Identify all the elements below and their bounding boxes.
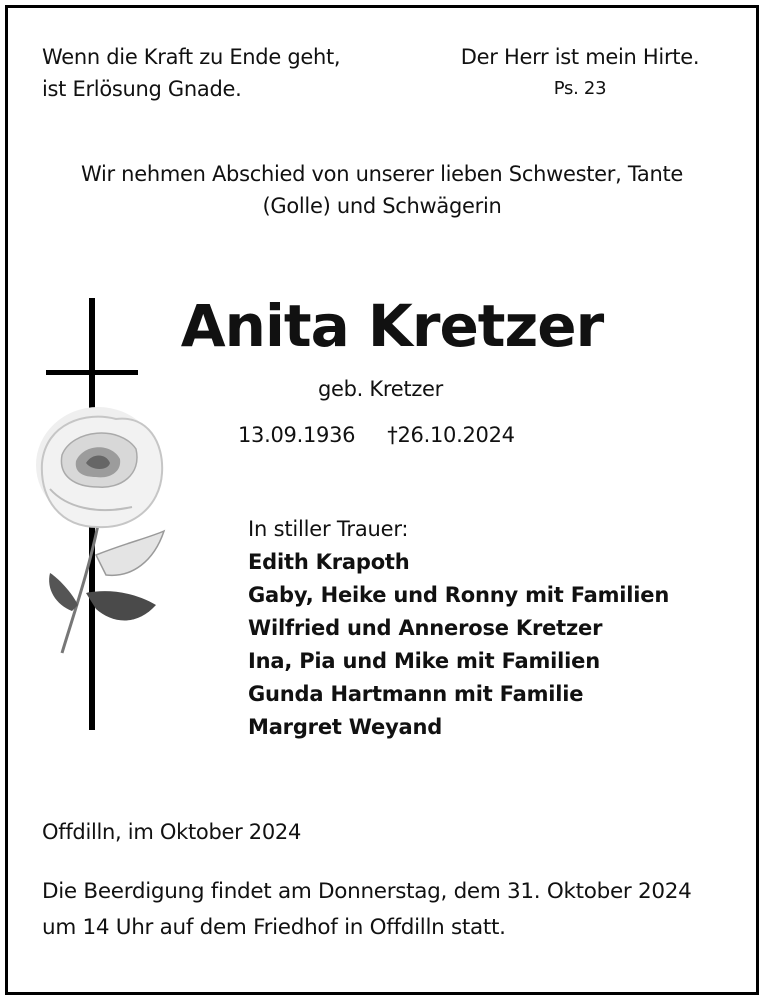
life-dates xyxy=(238,419,515,451)
intro-line-2: (Golle) und Schwägerin xyxy=(262,194,502,218)
intro-line-1: Wir nehmen Abschied von unserer lieben Schwester, Tante xyxy=(80,162,684,186)
birth-date: 13.09.1936 xyxy=(238,423,356,447)
mourners-heading: In stiller Trauer: xyxy=(248,517,409,541)
place-date: Offdilln, im Oktober 2024 xyxy=(42,820,302,844)
quote-right-line-1: Der Herr ist mein Hirte. xyxy=(460,45,700,69)
quote-left xyxy=(42,41,340,105)
rose-icon xyxy=(36,407,164,653)
birth-name: geb. Kretzer xyxy=(318,377,444,401)
death-date: †26.10.2024 xyxy=(387,423,515,447)
mourner-name: Gunda Hartmann mit Familie xyxy=(248,682,584,706)
mourner-name: Edith Krapoth xyxy=(248,550,410,574)
obituary-card xyxy=(5,5,759,995)
mourner-name: Wilfried und Annerose Kretzer xyxy=(248,616,603,640)
mourner-name: Margret Weyand xyxy=(248,715,443,739)
funeral-line-1: Die Beerdigung findet am Donnerstag, dem 31. Oktober 2024 xyxy=(42,879,692,904)
funeral-notice xyxy=(42,874,691,946)
mourner-name: Ina, Pia und Mike mit Familien xyxy=(248,649,600,673)
deceased-name: Anita Kretzer xyxy=(180,292,604,360)
quote-left-line-2: ist Erlösung Gnade. xyxy=(42,77,242,101)
quote-right xyxy=(448,41,712,105)
quote-left-line-1: Wenn die Kraft zu Ende geht, xyxy=(42,45,341,69)
intro-text xyxy=(8,158,756,222)
funeral-line-2: um 14 Uhr auf dem Friedhof in Offdilln statt. xyxy=(42,915,506,940)
quote-right-reference: Ps. 23 xyxy=(553,78,607,99)
mourners-list xyxy=(248,513,669,744)
mourner-name: Gaby, Heike und Ronny mit Familien xyxy=(248,583,670,607)
